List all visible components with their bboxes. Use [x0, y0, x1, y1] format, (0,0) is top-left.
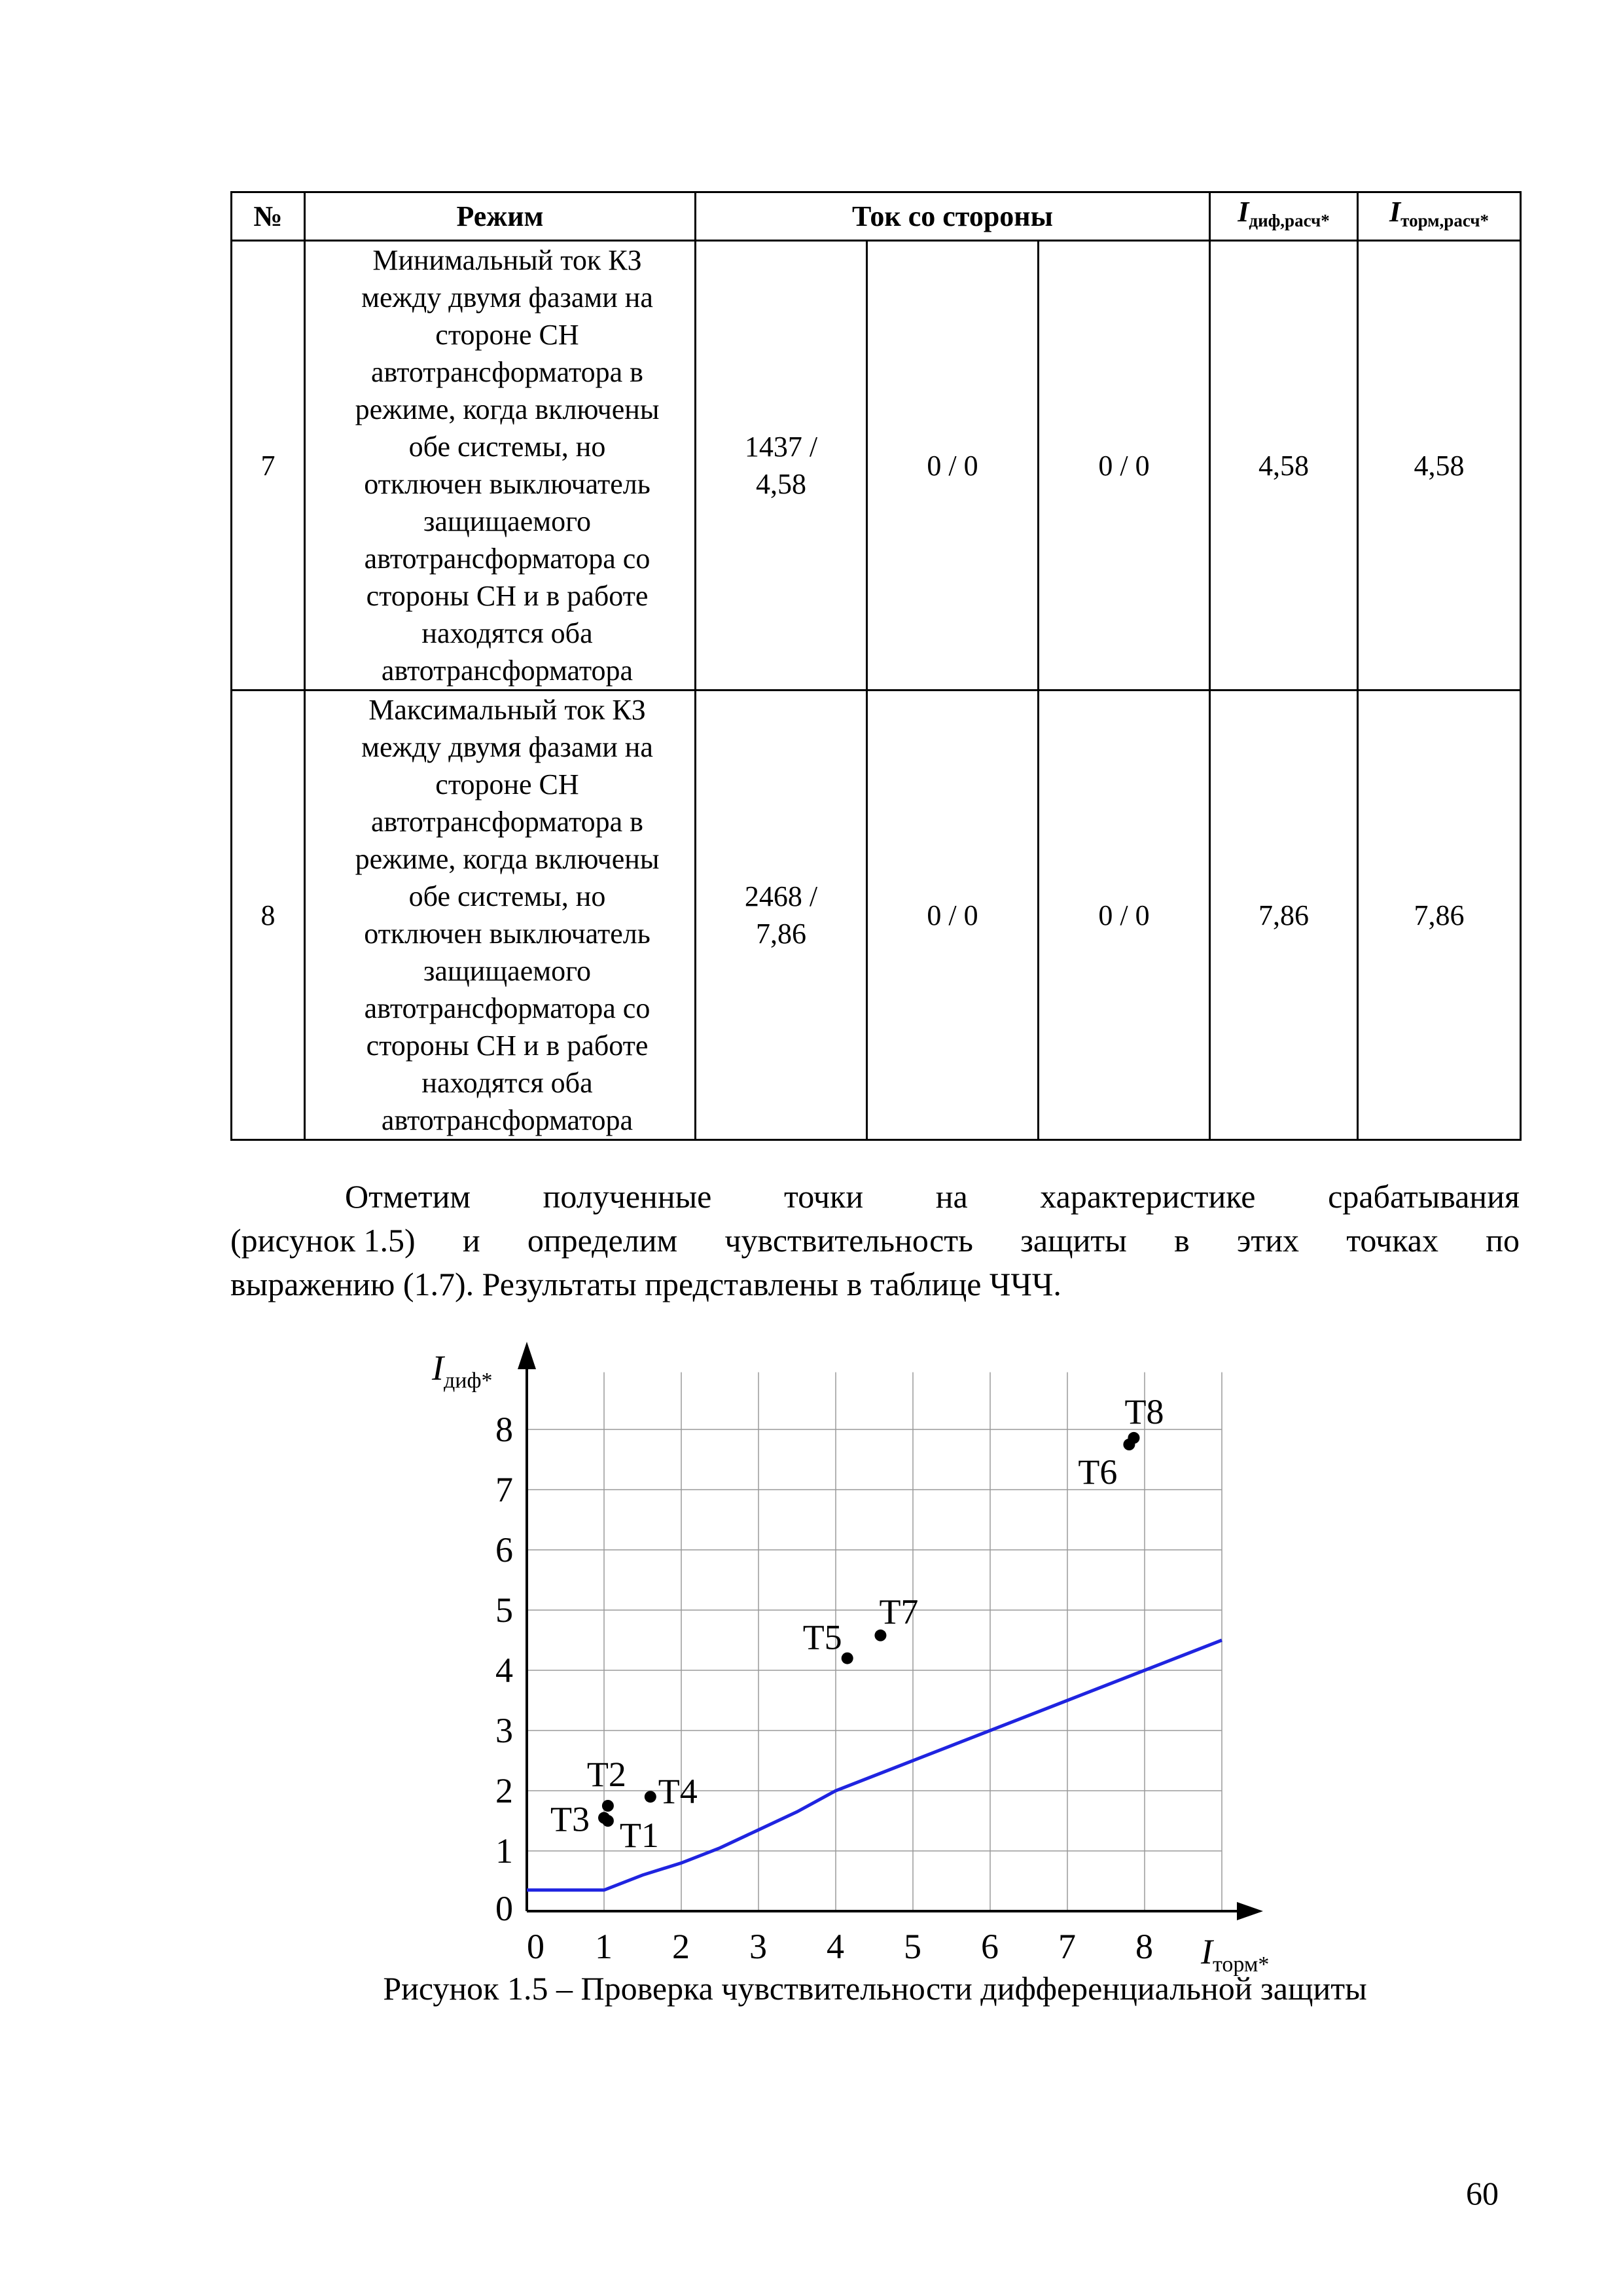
row-mode — [305, 241, 696, 691]
point-label-t8: T8 — [1124, 1391, 1164, 1431]
header-mode: Режим — [305, 192, 696, 241]
mode-line: Минимальный ток КЗ — [372, 244, 642, 276]
mode-line: стороны СН и в работе — [366, 1030, 649, 1062]
y-tick-label: 4 — [495, 1651, 513, 1690]
mode-line: стороне СН — [435, 319, 579, 351]
word: по — [1486, 1222, 1520, 1259]
row-num: 7 — [232, 241, 305, 691]
header-idif — [1210, 192, 1358, 241]
word: полученные — [543, 1178, 712, 1215]
point-label-t6: T6 — [1078, 1452, 1118, 1492]
mode-line: стороне СН — [435, 768, 579, 800]
y-axis-label: $I_{диф*}$ — [432, 1348, 493, 1393]
mode-line: стороны СН и в работе — [366, 580, 649, 612]
x-tick-label: 8 — [1135, 1927, 1153, 1966]
side1-b: 7,86 — [756, 918, 806, 950]
y-tick-label: 6 — [495, 1530, 513, 1570]
x-tick-label: 5 — [904, 1927, 921, 1966]
body-paragraph — [230, 1175, 1520, 1306]
y-axis-arrow — [518, 1342, 536, 1369]
row-idif: 7,86 — [1210, 691, 1358, 1140]
header-num: № — [232, 192, 305, 241]
y-tick-label: 7 — [495, 1470, 513, 1509]
word: чувствительность — [724, 1222, 973, 1259]
mode-line: между двумя фазами на — [361, 281, 653, 314]
mode-line: автотрансформатора в — [371, 356, 643, 388]
row-side3: 0 / 0 — [1039, 241, 1210, 691]
figure-caption: Рисунок 1.5 – Проверка чувствительности дифференциальной защиты — [383, 1970, 1367, 2007]
x-axis-arrow — [1237, 1902, 1263, 1920]
row-mode — [305, 691, 696, 1140]
chart-points — [550, 1392, 1164, 1855]
results-table — [230, 191, 1522, 1141]
side1-a: 1437 / — [744, 431, 818, 463]
page-number: 60 — [1466, 2175, 1499, 2212]
x-tick-label: 7 — [1058, 1927, 1076, 1966]
row-itorm: 7,86 — [1358, 691, 1521, 1140]
header-idif-main: I — [1238, 196, 1249, 228]
word: в — [1174, 1222, 1190, 1259]
header-itorm-main: I — [1389, 196, 1401, 228]
side1-b: 4,58 — [756, 468, 806, 500]
y-tick-label: 2 — [495, 1771, 513, 1810]
mode-line: обе системы, но — [408, 431, 606, 463]
header-itorm — [1358, 192, 1521, 241]
mode-line: автотрансформатора в — [371, 806, 643, 838]
mode-line: находятся оба — [421, 617, 593, 649]
word: этих — [1236, 1222, 1299, 1259]
mode-line: находятся оба — [421, 1067, 593, 1099]
point-label-t1: T1 — [619, 1816, 659, 1855]
word: срабатывания — [1328, 1178, 1520, 1215]
table-row — [232, 691, 1521, 1140]
row-itorm: 4,58 — [1358, 241, 1521, 691]
mode-line: между двумя фазами на — [361, 731, 653, 763]
mode-line: отключен выключатель — [364, 468, 651, 500]
x-tick-label: 1 — [595, 1927, 613, 1966]
x-tick-label: 4 — [827, 1927, 844, 1966]
mode-line: режиме, когда включены — [355, 843, 660, 875]
mode-line: Максимальный ток КЗ — [368, 694, 646, 726]
point-label-t5: T5 — [802, 1617, 842, 1657]
mode-line: защищаемого — [423, 505, 592, 537]
point-t5 — [842, 1653, 853, 1664]
y-tick-label: 3 — [495, 1711, 513, 1750]
y-tick-label: 1 — [495, 1831, 513, 1871]
paragraph-line-3: выражению (1.7). Результаты представлены в таблице ЧЧЧ. — [230, 1266, 1061, 1302]
mode-line: автотрансформатора — [381, 1104, 633, 1136]
x-tick-label: 2 — [672, 1927, 690, 1966]
word: определим — [527, 1222, 678, 1259]
word: и — [462, 1222, 480, 1259]
mode-line: отключен выключатель — [364, 918, 651, 950]
point-label-t3: T3 — [550, 1799, 590, 1839]
header-itorm-sub: торм,расч* — [1400, 211, 1489, 230]
point-t8 — [1128, 1432, 1139, 1444]
row-side1 — [696, 691, 867, 1140]
mode-line: обе системы, но — [408, 880, 606, 912]
point-t4 — [645, 1791, 656, 1803]
word: точки — [784, 1178, 864, 1215]
paragraph-line-2 — [230, 1219, 1520, 1263]
word: Отметим — [345, 1178, 471, 1215]
point-t3 — [598, 1812, 610, 1823]
row-side2: 0 / 0 — [867, 691, 1039, 1140]
word: защиты — [1020, 1222, 1127, 1259]
y-tick-label: 8 — [495, 1410, 513, 1449]
row-idif: 4,58 — [1210, 241, 1358, 691]
x-axis-label: $I_{торм*}$ — [1201, 1932, 1270, 1977]
sensitivity-chart — [393, 1322, 1322, 1977]
mode-line: автотрансформатора со — [364, 992, 651, 1024]
point-label-t4: T4 — [658, 1772, 698, 1812]
row-side2: 0 / 0 — [867, 241, 1039, 691]
chart-tick-labels — [495, 1410, 1153, 1966]
y-tick-label: 5 — [495, 1590, 513, 1630]
paragraph-line-1 — [230, 1175, 1520, 1219]
table-row — [232, 241, 1521, 691]
row-side3: 0 / 0 — [1039, 691, 1210, 1140]
side1-a: 2468 / — [744, 880, 818, 912]
word: характеристике — [1040, 1178, 1256, 1215]
x-tick-label: 6 — [981, 1927, 999, 1966]
word: на — [935, 1178, 968, 1215]
point-t2 — [602, 1800, 614, 1812]
y-tick-label: 0 — [495, 1889, 513, 1928]
table-header-row — [232, 192, 1521, 241]
x-tick-label: 3 — [749, 1927, 767, 1966]
x-tick-label: 0 — [527, 1927, 544, 1966]
point-label-t2: T2 — [586, 1755, 626, 1794]
header-current: Ток со стороны — [696, 192, 1210, 241]
row-side1 — [696, 241, 867, 691]
word: точках — [1346, 1222, 1438, 1259]
mode-line: защищаемого — [423, 955, 592, 987]
point-label-t7: T7 — [879, 1592, 919, 1632]
header-idif-sub: диф,расч* — [1249, 211, 1330, 230]
mode-line: автотрансформатора — [381, 655, 633, 687]
mode-line: автотрансформатора со — [364, 543, 651, 575]
mode-line: режиме, когда включены — [355, 393, 660, 425]
word: (рисунок 1.5) — [230, 1222, 416, 1259]
row-num: 8 — [232, 691, 305, 1140]
